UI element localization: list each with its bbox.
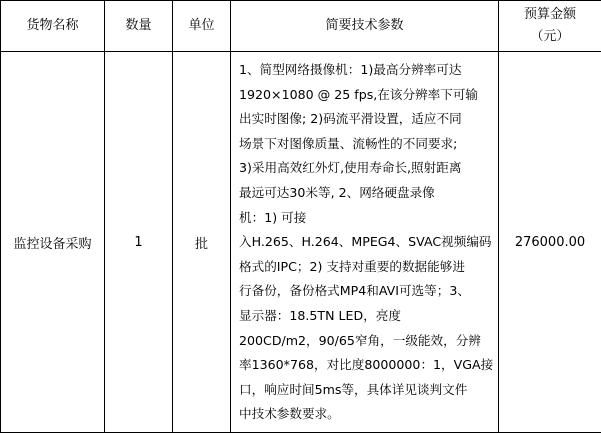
spec-line: 率1360*768，对比度8000000：1，VGA接 [239,357,494,373]
header-spec: 简要技术参数 [231,1,499,52]
cell-quantity: 1 [105,52,173,433]
cell-unit: 批 [173,52,231,433]
spec-line: 入H.265、H.264、MPEG4、SVAC视频编码 [239,234,492,250]
spec-line: 机：1) 可接 [239,209,307,225]
spec-line: 场景下对图像质量、流畅性的不同要求; [239,135,458,151]
header-quantity: 数量 [105,1,173,52]
spec-line: 行备份，备份格式MP4和AVI可选等；3、 [239,283,470,299]
spec-line: 口，响应时间5ms等，具体详见谈判文件 [239,381,468,397]
cell-budget: 276000.00 [499,52,601,433]
spec-line: 最远可达30米等, 2、网络硬盘录像 [239,184,435,200]
cell-spec [231,52,499,433]
spec-line: 中技术参数要求。 [239,406,340,422]
spec-line: 1、简型网络摄像机：1)最高分辨率可达 [239,62,462,77]
table-row [1,52,601,433]
spec-line: 格式的IPC；2) 支持对重要的数据能够进 [239,258,465,274]
spec-line: 200CD/m2，90/65窄角，一级能效，分辨 [239,332,481,348]
spec-line: 1920×1080 @ 25 fps,在该分辨率下可输 [239,86,479,102]
header-unit: 单位 [173,1,231,52]
spec-line: 出实时图像; 2)码流平滑设置，适应不同 [239,111,462,127]
header-goods-name: 货物名称 [1,1,105,52]
header-budget [499,1,601,52]
header-budget-line1: 预算金额 [523,7,576,22]
spec-line: 3)采用高效红外灯,使用寿命长,照射距离 [239,160,462,176]
header-row [1,1,601,52]
spec-line: 显示器：18.5TN LED，亮度 [239,307,401,323]
header-budget-line2: （元） [530,29,570,44]
cell-goods-name: 监控设备采购 [1,52,105,433]
